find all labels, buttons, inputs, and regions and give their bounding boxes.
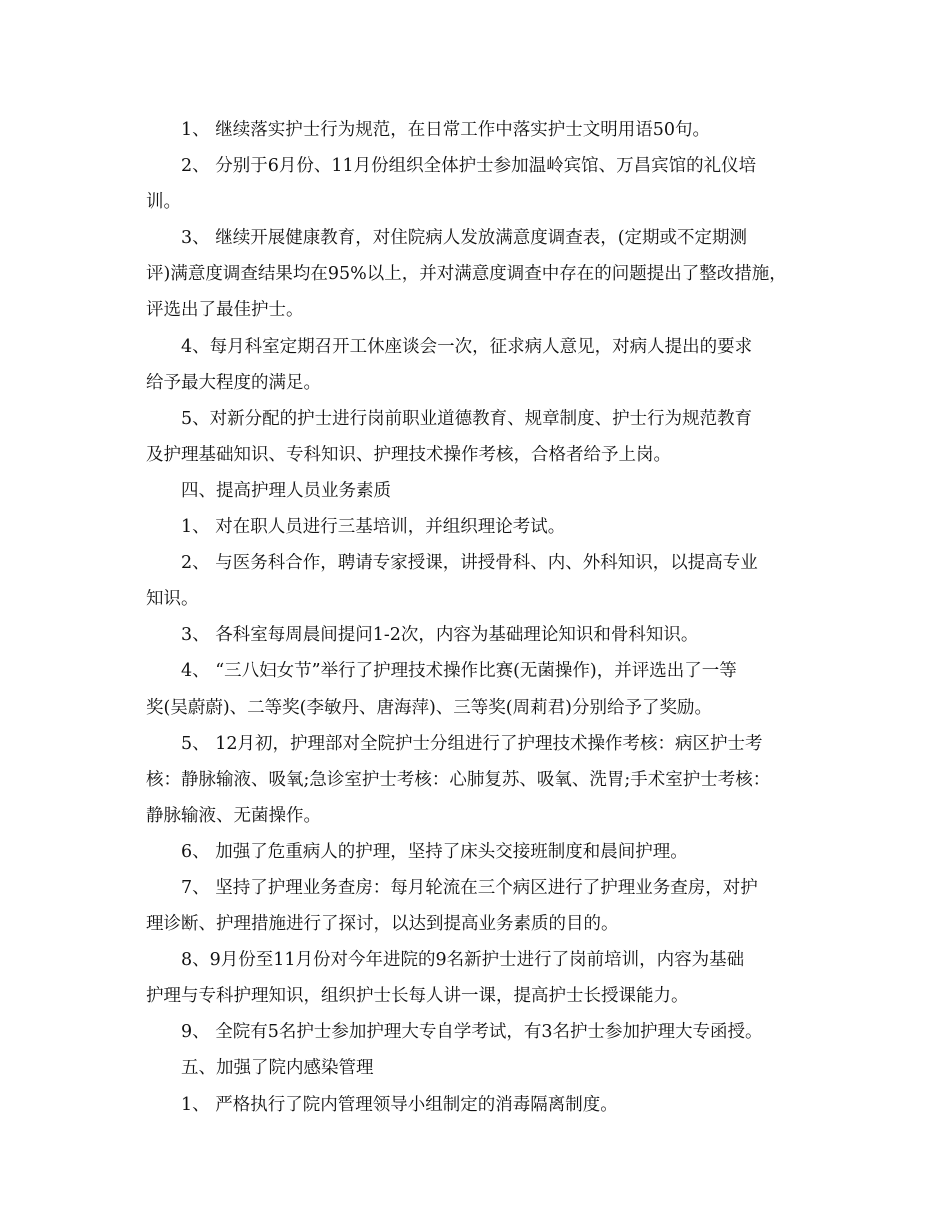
paragraph-line: 2、 分别于6月份、11月份组织全体护士参加温岭宾馆、万昌宾馆的礼仪培	[181, 156, 757, 177]
paragraph-line: 奖(吴蔚蔚)、二等奖(李敏丹、唐海萍)、三等奖(周莉君)分别给予了奖励。	[146, 697, 712, 718]
paragraph-line: 给予最大程度的满足。	[146, 372, 321, 393]
document-body	[146, 112, 816, 1123]
paragraph-line: 知识。	[146, 589, 199, 610]
paragraph-line: 3、 继续开展健康教育，对住院病人发放满意度调查表，(定期或不定期测	[181, 228, 748, 249]
paragraph-line: 1、 严格执行了院内管理领导小组制定的消毒隔离制度。	[181, 1094, 618, 1115]
paragraph-line: 8、9月份至11月份对今年进院的9名新护士进行了岗前培训，内容为基础	[181, 950, 745, 971]
paragraph-line: 核：静脉输液、吸氧;急诊室护士考核：心肺复苏、吸氧、洗胃;手术室护士考核：	[146, 769, 771, 790]
paragraph-line: 及护理基础知识、专科知识、护理技术操作考核，合格者给予上岗。	[146, 444, 671, 465]
paragraph-line: 2、 与医务科合作，聘请专家授课，讲授骨科、内、外科知识，以提高专业	[181, 553, 758, 574]
paragraph-line: 静脉输液、无菌操作。	[146, 805, 321, 826]
paragraph-line: 1、 继续落实护士行为规范，在日常工作中落实护士文明用语50句。	[181, 120, 710, 140]
section-heading: 五、加强了院内感染管理	[181, 1058, 374, 1079]
paragraph-line: 7、 坚持了护理业务查房：每月轮流在三个病区进行了护理业务查房，对护	[181, 877, 758, 898]
paragraph-line: 5、对新分配的护士进行岗前职业道德教育、规章制度、护士行为规范教育	[181, 408, 753, 429]
paragraph-line: 9、 全院有5名护士参加护理大专自学考试，有3名护士参加护理大专函授。	[181, 1022, 763, 1043]
paragraph-line: 护理与专科护理知识，组织护士长每人讲一课，提高护士长授课能力。	[146, 986, 689, 1007]
paragraph-line: 评)满意度调查结果均在95%以上，并对满意度调查中存在的问题提出了整改措施，	[146, 264, 787, 285]
paragraph-line: 6、 加强了危重病人的护理，坚持了床头交接班制度和晨间护理。	[181, 841, 688, 862]
paragraph-line: 3、 各科室每周晨间提问1-2次，内容为基础理论知识和骨科知识。	[181, 625, 699, 646]
paragraph-line: 4、每月科室定期召开工休座谈会一次，征求病人意见，对病人提出的要求	[181, 336, 753, 357]
paragraph-line: 1、 对在职人员进行三基培训，并组织理论考试。	[181, 517, 566, 538]
paragraph-line: 理诊断、护理措施进行了探讨，以达到提高业务素质的目的。	[146, 914, 619, 935]
paragraph-line: 4、 “三八妇女节”举行了护理技术操作比赛(无菌操作)，并评选出了一等	[181, 661, 737, 682]
section-heading: 四、提高护理人员业务素质	[181, 480, 391, 501]
paragraph-line: 训。	[146, 192, 181, 213]
paragraph-line: 5、 12月初，护理部对全院护士分组进行了护理技术操作考核：病区护士考	[181, 733, 763, 754]
paragraph-line: 评选出了最佳护士。	[146, 300, 304, 321]
